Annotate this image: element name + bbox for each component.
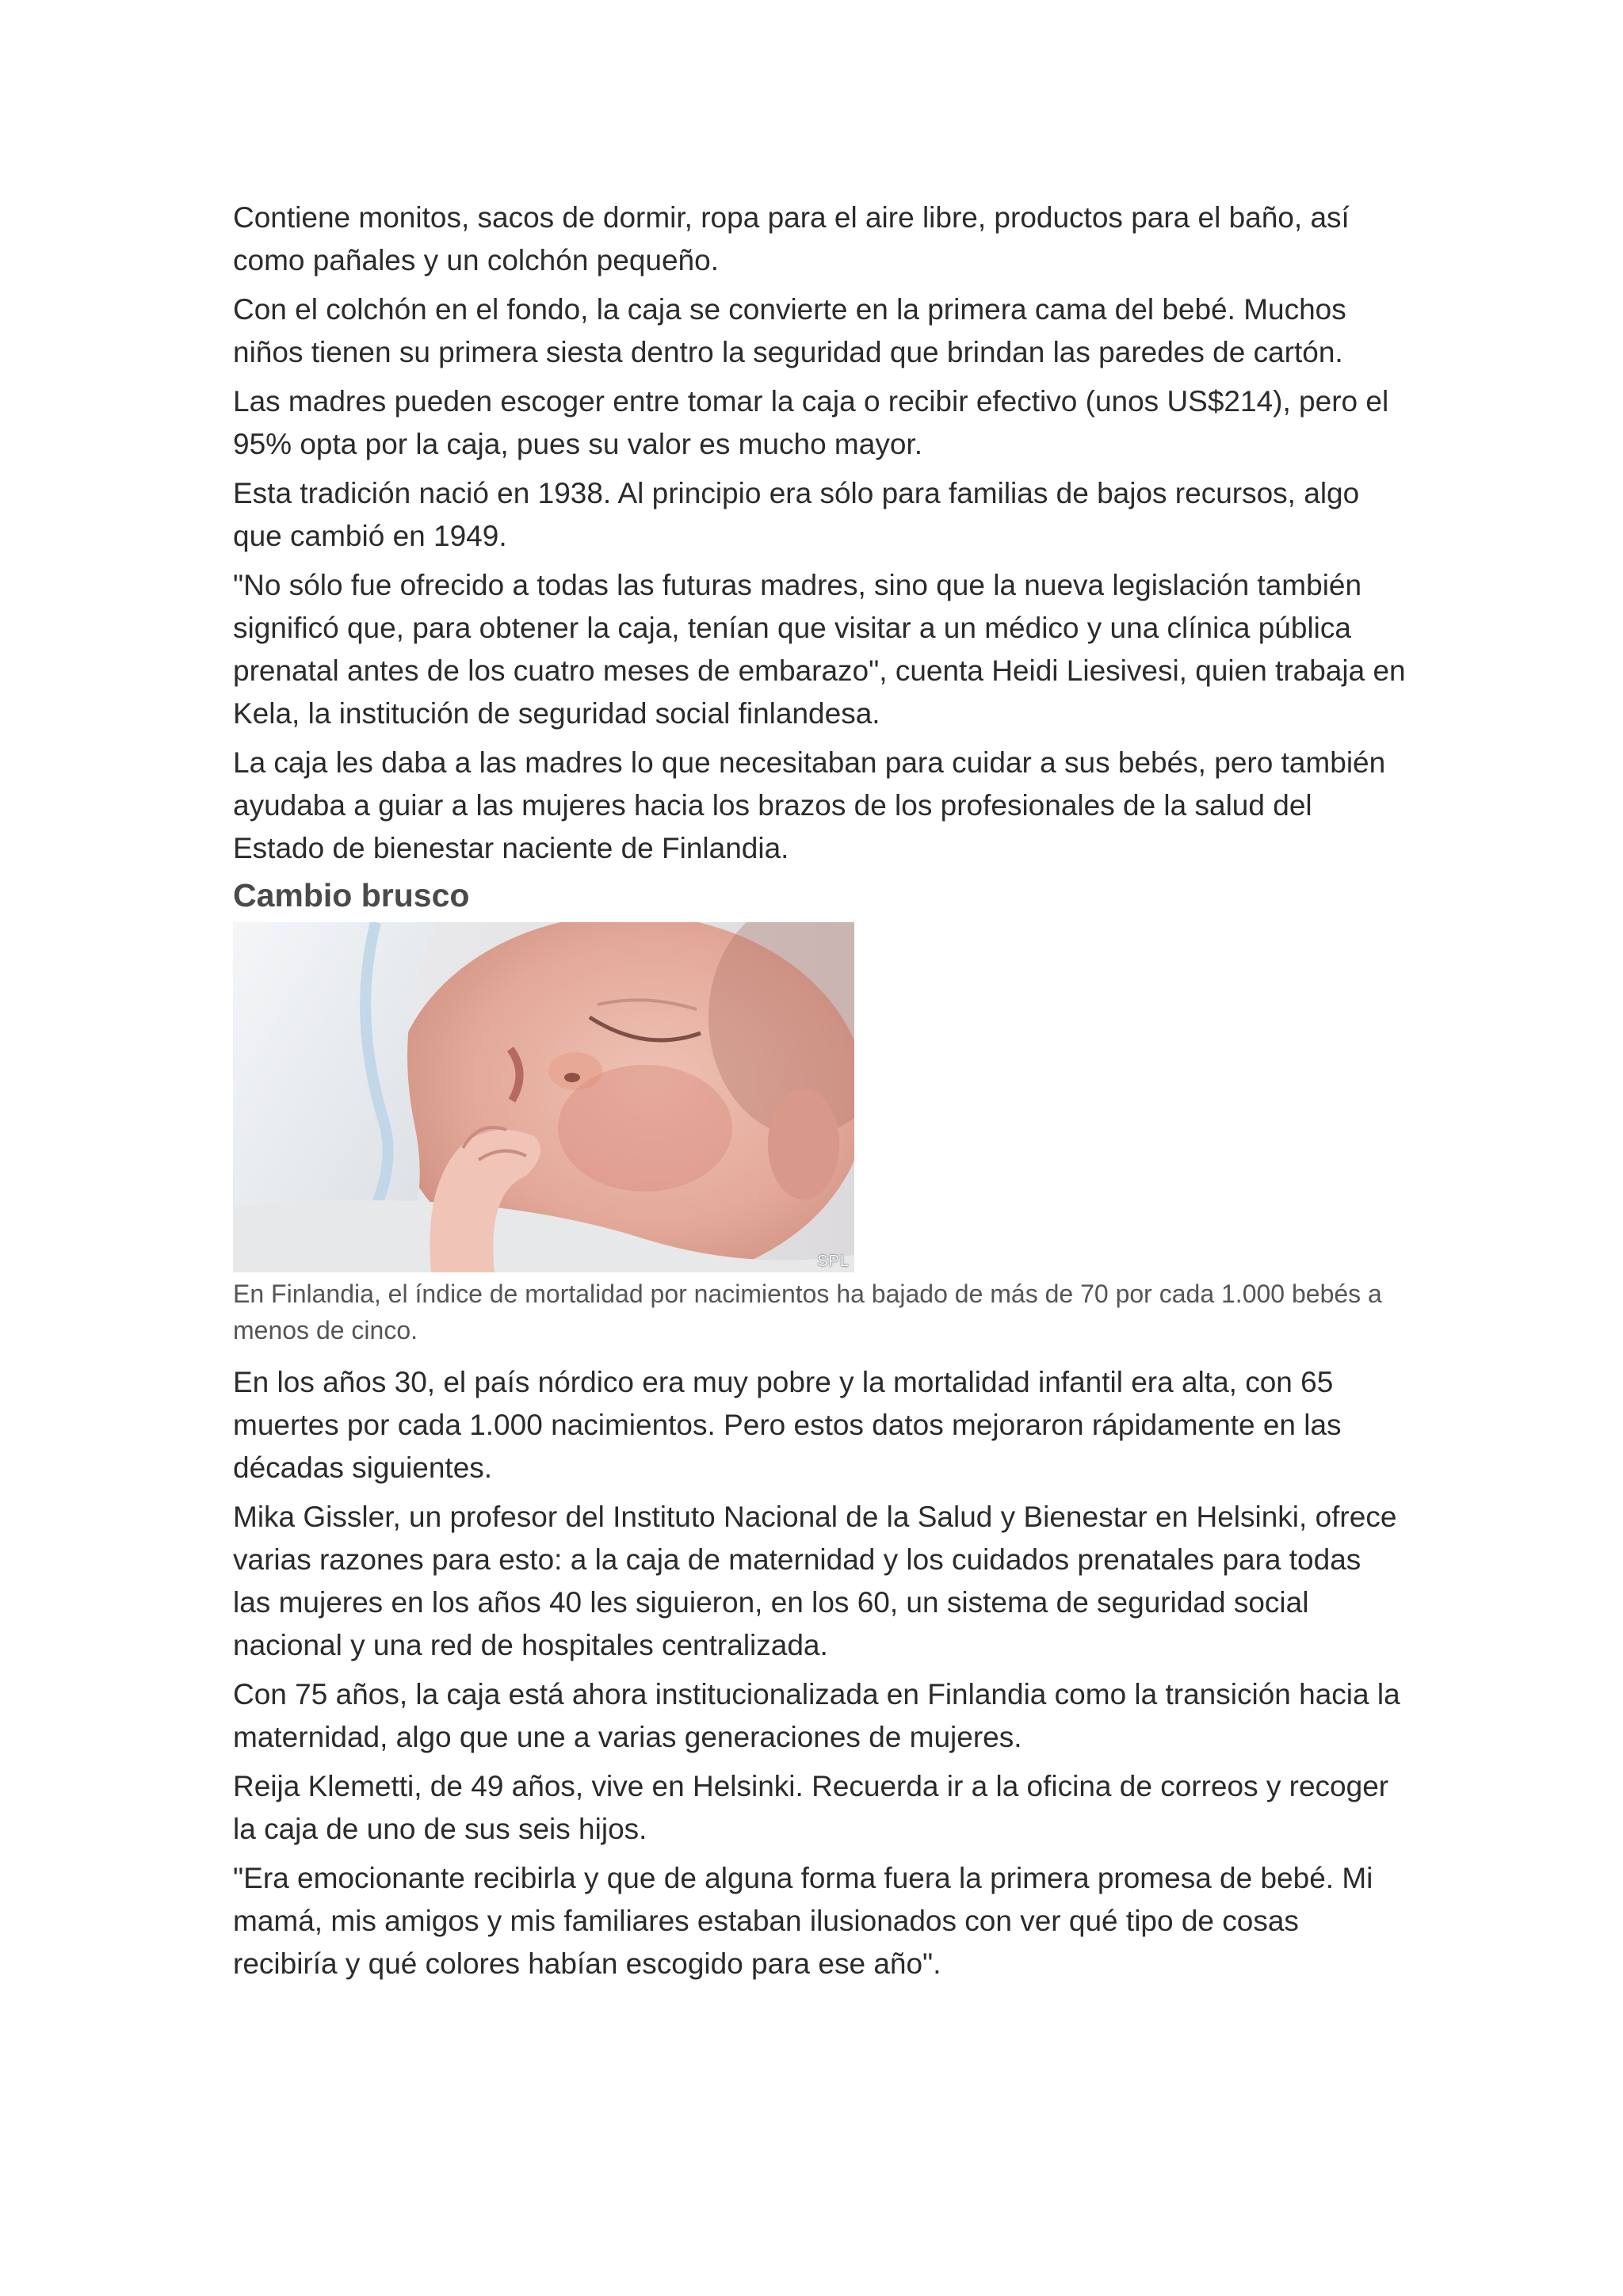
paragraph: En los años 30, el país nórdico era muy pobre y la mortalidad infantil era alta, con 65 muertes por cada 1.000 nacimientos. Pero estos datos mejoraron rápidamente en las décadas siguientes. bbox=[233, 1366, 1342, 1484]
paragraph: Con el colchón en el fondo, la caja se convierte en la primera cama del bebé. Muchos niños tienen su primera siesta dentro la seguridad que brindan las paredes de cartón. bbox=[233, 293, 1346, 368]
paragraph: Con 75 años, la caja está ahora institucionalizada en Finlandia como la transición hacia la maternidad, algo que une a varias generaciones de mujeres. bbox=[233, 1678, 1400, 1753]
sleeping-baby-photo bbox=[233, 922, 854, 1272]
photo-caption: En Finlandia, el índice de mortalidad por nacimientos ha bajado de más de 70 por cada 1.000 bebés a menos de cinco. bbox=[233, 1280, 1382, 1344]
baby-illustration bbox=[233, 922, 854, 1272]
section-heading: Cambio brusco bbox=[233, 877, 470, 913]
paragraph: Esta tradición nació en 1938. Al principio era sólo para familias de bajos recursos, algo que cambió en 1949. bbox=[233, 477, 1360, 552]
paragraph: Las madres pueden escoger entre tomar la caja o recibir efectivo (unos US$214), pero el 95% opta por la caja, pues su valor es mucho mayor. bbox=[233, 385, 1389, 460]
paragraph: Mika Gissler, un profesor del Instituto Nacional de la Salud y Bienestar en Helsinki, ofrece varias razones para esto: a la caja de maternidad y los cuidados prenatales para todas las mujeres en los años 40 les siguieron, en los 60, un sistema de seguridad social nacional y una red de hospitales centralizada. bbox=[233, 1501, 1397, 1661]
article-body bbox=[233, 196, 1406, 1992]
paragraph: Contiene monitos, sacos de dormir, ropa para el aire libre, productos para el baño, así como pañales y un colchón pequeño. bbox=[233, 201, 1350, 277]
paragraph: Reija Klemetti, de 49 años, vive en Helsinki. Recuerda ir a la oficina de correos y recoger la caja de uno de sus seis hijos. bbox=[233, 1770, 1389, 1845]
paragraph: "No sólo fue ofrecido a todas las futuras madres, sino que la nueva legislación también significó que, para obtener la caja, tenían que visitar a un médico y una clínica pública prenatal antes de los cuatro meses de embarazo", cuenta Heidi Liesivesi, quien trabaja en Kela, la institución de seguridad social finlandesa. bbox=[233, 569, 1406, 730]
paragraph: "Era emocionante recibirla y que de alguna forma fuera la primera promesa de bebé. Mi mamá, mis amigos y mis familiares estaban ilusionados con ver qué tipo de cosas recibiría y qué colores habían escogido para ese año". bbox=[233, 1862, 1373, 1980]
photo-credit: SPL bbox=[817, 1253, 850, 1270]
paragraph: La caja les daba a las madres lo que necesitaban para cuidar a sus bebés, pero también ayudaba a guiar a las mujeres hacia los brazos de los profesionales de la salud del Estado de bienestar naciente de Finlandia. bbox=[233, 746, 1386, 864]
